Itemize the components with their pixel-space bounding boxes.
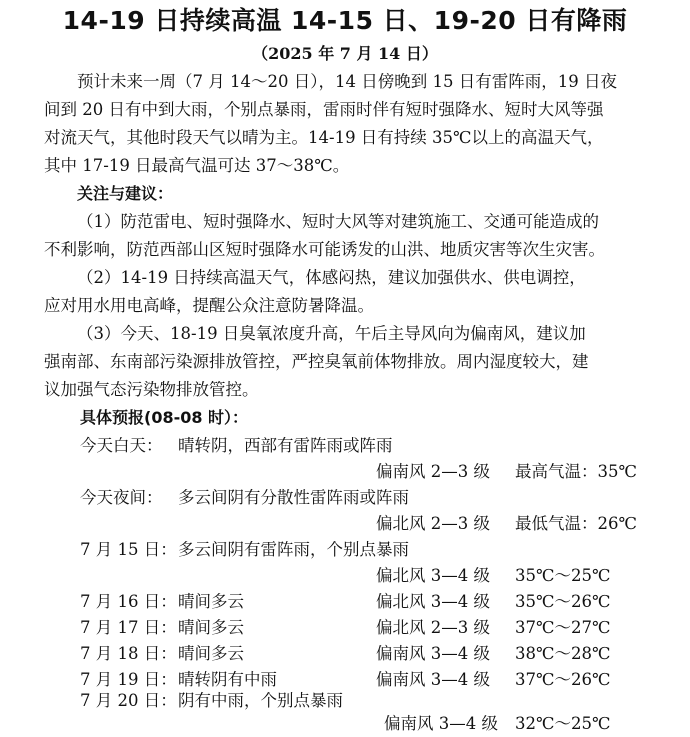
forecast-wind: 偏南风 3—4 级 xyxy=(376,644,490,663)
forecast-label: 7 月 17 日： xyxy=(80,618,177,637)
intro-line: 对流天气，其他时段天气以晴为主。14-19 日有持续 35℃以上的高温天气， xyxy=(44,128,604,147)
advice-line: （2）14-19 日持续高温天气，体感闷热，建议加强供水、供电调控， xyxy=(77,268,586,287)
advice-line: 强南部、东南部污染源排放管控，严控臭氧前体物排放。周内湿度较大，建 xyxy=(44,352,589,371)
advice-line: （1）防范雷电、短时强降水、短时大风等对建筑施工、交通可能造成的 xyxy=(77,212,599,231)
forecast-weather: 晴间多云 xyxy=(178,644,244,663)
forecast-temp: 37℃～27℃ xyxy=(515,618,611,637)
advice-heading: 关注与建议： xyxy=(77,184,174,203)
forecast-wind: 偏南风 2—3 级 xyxy=(376,462,490,481)
forecast-wind: 偏南风 3—4 级 xyxy=(376,670,490,689)
forecast-wind: 偏北风 2—3 级 xyxy=(376,514,490,533)
forecast-label: 7 月 16 日： xyxy=(80,592,177,611)
forecast-weather: 晴转阴，西部有雷阵雨或阵雨 xyxy=(178,436,393,455)
advice-line: 议加强气态污染物排放管控。 xyxy=(44,380,259,399)
advice-line: 应对用水用电高峰，提醒公众注意防暑降温。 xyxy=(44,296,374,315)
forecast-label: 今天白天： xyxy=(80,436,163,455)
forecast-weather: 晴转阴有中雨 xyxy=(178,670,277,689)
forecast-weather: 阴有中雨，个别点暴雨 xyxy=(178,691,343,710)
forecast-temp: 最低气温：26℃ xyxy=(515,514,637,533)
forecast-weather: 多云间阴有雷阵雨，个别点暴雨 xyxy=(178,540,409,559)
forecast-weather: 晴间多云 xyxy=(178,592,244,611)
forecast-label: 7 月 15 日： xyxy=(80,540,177,559)
advice-line: 不利影响，防范西部山区短时强降水可能诱发的山洪、地质灾害等次生灾害。 xyxy=(44,240,605,259)
forecast-wind: 偏北风 2—3 级 xyxy=(376,618,490,637)
advice-line: （3）今天、18-19 日臭氧浓度升高，午后主导风向为偏南风，建议加 xyxy=(77,324,586,343)
forecast-label: 7 月 20 日： xyxy=(80,691,177,710)
forecast-temp: 35℃～25℃ xyxy=(515,566,611,585)
forecast-label: 7 月 18 日： xyxy=(80,644,177,663)
forecast-weather: 晴间多云 xyxy=(178,618,244,637)
forecast-wind: 偏北风 3—4 级 xyxy=(376,566,490,585)
forecast-temp: 最高气温：35℃ xyxy=(515,462,637,481)
forecast-label: 今天夜间： xyxy=(80,488,163,507)
intro-line: 其中 17-19 日最高气温可达 37～38℃。 xyxy=(44,156,350,175)
forecast-temp: 32℃～25℃ xyxy=(515,714,611,733)
forecast-label: 7 月 19 日： xyxy=(80,670,177,689)
forecast-wind: 偏南风 3—4 级 xyxy=(384,714,498,733)
forecast-weather: 多云间阴有分散性雷阵雨或阵雨 xyxy=(178,488,409,507)
document-title: 14-19 日持续高温 14-15 日、19-20 日有降雨 xyxy=(62,6,628,35)
forecast-temp: 35℃～26℃ xyxy=(515,592,611,611)
intro-line: 间到 20 日有中到大雨，个别点暴雨，雷雨时伴有短时强降水、短时大风等强 xyxy=(44,100,604,119)
forecast-heading: 具体预报(08-08 时）： xyxy=(80,408,249,427)
forecast-wind: 偏北风 3—4 级 xyxy=(376,592,490,611)
forecast-temp: 37℃～26℃ xyxy=(515,670,611,689)
document-date: （2025 年 7 月 14 日） xyxy=(252,44,438,63)
forecast-temp: 38℃～28℃ xyxy=(515,644,611,663)
intro-line: 预计未来一周（7 月 14～20 日），14 日傍晚到 15 日有雷阵雨，19 日夜 xyxy=(77,72,617,91)
